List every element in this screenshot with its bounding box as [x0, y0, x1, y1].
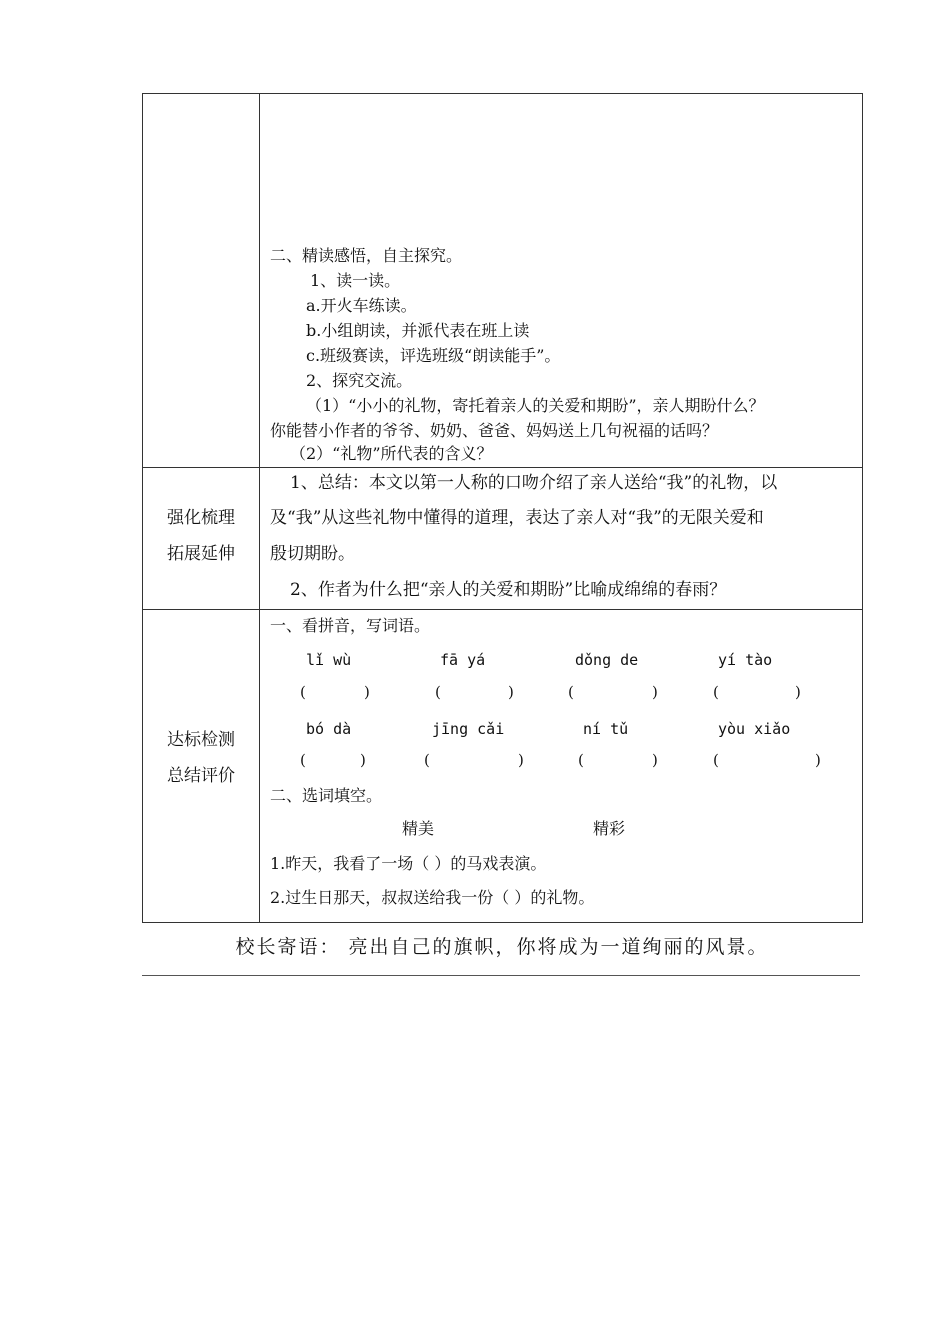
answer-blank-open: ( — [300, 683, 306, 701]
pinyin-fa-ya: fā yá — [440, 651, 486, 669]
pinyin-li-wu: lǐ wù — [306, 651, 352, 669]
answer-blank-close: ) — [518, 751, 524, 769]
summary-p2: 2、作者为什么把“亲人的关爱和期盼”比喻成绵绵的春雨？ — [290, 580, 727, 600]
answer-blank-open: ( — [435, 683, 441, 701]
answer-blank-open: ( — [713, 751, 719, 769]
test-label-line2: 总结评价 — [167, 766, 235, 786]
answer-blank-close: ) — [795, 683, 801, 701]
answer-blank-close: ) — [652, 683, 658, 701]
content-cell-summary — [260, 468, 863, 610]
reading-step2: 2、探究交流。 — [306, 371, 413, 390]
fill-sentence-1: 1.昨天，我看了一场（ ）的马戏表演。 — [270, 854, 547, 873]
answer-blank-close: ) — [360, 751, 366, 769]
summary-p1-line1: 1、总结：本文以第一人称的口吻介绍了亲人送给“我”的礼物，以 — [290, 473, 778, 493]
pinyin-yi-tao: yí tào — [718, 651, 773, 669]
table-row — [143, 610, 863, 923]
pinyin-bo-da: bó dà — [306, 720, 352, 738]
content-cell-reading — [260, 94, 863, 468]
test-heading-fill: 二、选词填空。 — [270, 786, 383, 805]
summary-p1-line2: 及“我”从这些礼物中懂得的道理，表达了亲人对“我”的无限关爱和 — [270, 508, 764, 528]
reading-question1-line2: 你能替小作者的爷爷、奶奶、爸爸、妈妈送上几句祝福的话吗？ — [270, 421, 719, 440]
summary-label-line1: 强化梳理 — [167, 508, 235, 528]
word-choice-jingcai: 精彩 — [593, 819, 626, 838]
answer-blank-open: ( — [424, 751, 430, 769]
table-row — [143, 468, 863, 610]
answer-blank-open: ( — [568, 683, 574, 701]
reading-step1-c: c.班级赛读，评选班级“朗读能手”。 — [306, 346, 561, 365]
reading-question2: （2）“礼物”所代表的含义？ — [290, 444, 493, 463]
answer-blank-open: ( — [713, 683, 719, 701]
reading-step1-b: b.小组朗读，并派代表在班上读 — [306, 321, 530, 340]
content-cell-test — [260, 610, 863, 923]
answer-blank-close: ) — [508, 683, 514, 701]
pinyin-jing-cai: jīng cǎi — [432, 720, 505, 738]
principal-motto: 校长寄语： 亮出自己的旗帜，你将成为一道绚丽的风景。 — [235, 936, 769, 958]
answer-blank-close: ) — [364, 683, 370, 701]
table-row — [143, 94, 863, 468]
reading-heading: 二、精读感悟，自主探究。 — [270, 246, 463, 265]
pinyin-dong-de: dǒng de — [575, 651, 639, 669]
summary-p1-line3: 殷切期盼。 — [270, 544, 355, 564]
test-label-line1: 达标检测 — [167, 730, 235, 750]
word-choice-jingmei: 精美 — [402, 819, 435, 838]
fill-sentence-2: 2.过生日那天，叔叔送给我一份（ ）的礼物。 — [270, 888, 595, 907]
label-cell-summary — [143, 468, 260, 610]
lesson-plan-table — [142, 93, 863, 923]
label-cell-empty — [143, 94, 260, 468]
label-cell-test — [143, 610, 260, 923]
pinyin-you-xiao: yòu xiǎo — [718, 720, 791, 738]
test-heading-pinyin: 一、看拼音，写词语。 — [270, 616, 431, 635]
answer-blank-open: ( — [578, 751, 584, 769]
footer-divider — [142, 975, 860, 976]
pinyin-ni-tu: ní tǔ — [583, 720, 629, 738]
summary-label-line2: 拓展延伸 — [167, 544, 235, 564]
reading-step1-a: a.开火车练读。 — [306, 296, 417, 315]
answer-blank-close: ) — [815, 751, 821, 769]
answer-blank-open: ( — [300, 751, 306, 769]
reading-question1-line1: （1）“小小的礼物，寄托着亲人的关爱和期盼”，亲人期盼什么？ — [306, 396, 765, 415]
answer-blank-close: ) — [652, 751, 658, 769]
reading-step1: 1、读一读。 — [310, 271, 401, 290]
